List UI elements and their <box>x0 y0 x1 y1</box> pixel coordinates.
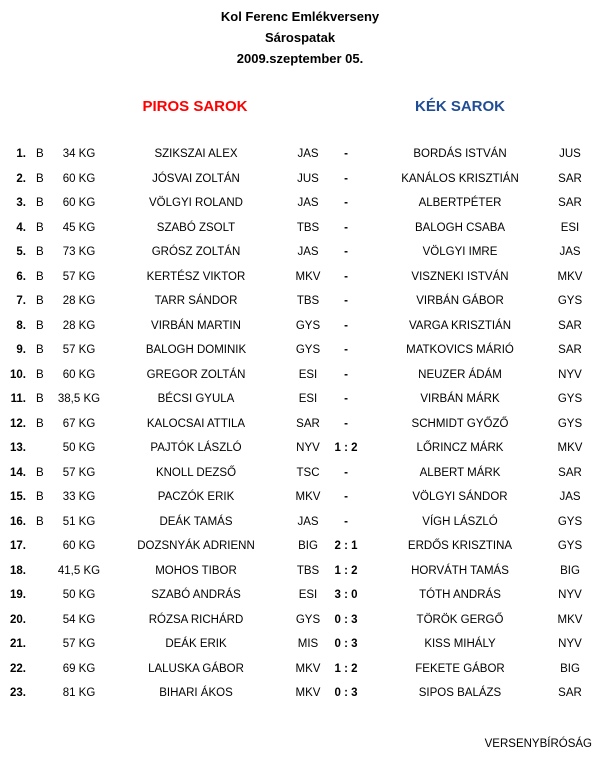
red-corner-club: GYS <box>295 319 321 332</box>
blue-corner-name: HORVÁTH TAMÁS <box>411 564 509 577</box>
red-corner-club: GYS <box>295 613 321 626</box>
red-corner-club: TBS <box>296 221 320 234</box>
blue-corner-club: JUS <box>559 148 581 160</box>
blue-corner-club: GYS <box>557 393 583 405</box>
bout-number: 2. <box>16 172 26 185</box>
red-corner-club: JUS <box>297 172 319 185</box>
red-corner-name: BÉCSI GYULA <box>157 393 235 405</box>
bout-score: - <box>344 515 348 528</box>
red-corner-club: JAS <box>297 148 319 160</box>
bout-weight: 33 KG <box>62 491 96 503</box>
bout-score: - <box>344 148 348 160</box>
blue-corner-name: LŐRINCZ MÁRK <box>416 442 504 454</box>
blue-corner-club: NYV <box>558 368 582 381</box>
document-header <box>0 6 600 69</box>
bout-category: B <box>36 172 44 185</box>
red-corner-name: GRÓSZ ZOLTÁN <box>151 246 241 258</box>
blue-corner-club: NYV <box>558 589 582 601</box>
red-corner-name: DEÁK TAMÁS <box>159 515 233 528</box>
bout-score: 0 : 3 <box>334 638 358 650</box>
bout-category: B <box>36 491 44 503</box>
blue-corner-name: VÖLGYI IMRE <box>422 246 498 258</box>
bout-category: B <box>36 148 44 160</box>
blue-corner-club: GYS <box>557 515 583 528</box>
bout-score: - <box>344 197 348 209</box>
blue-corner-name: VÍGH LÁSZLÓ <box>422 515 498 528</box>
bout-number: 7. <box>16 295 26 307</box>
red-corner-name: LALUSKA GÁBOR <box>148 662 244 675</box>
red-corner-name: BIHARI ÁKOS <box>159 687 233 699</box>
bout-weight: 50 KG <box>62 442 96 454</box>
bout-score: 1 : 2 <box>334 564 358 577</box>
blue-corner-name: ALBERTPÉTER <box>418 197 502 209</box>
red-corner-name: SZABÓ ZSOLT <box>156 221 236 234</box>
bout-score: 1 : 2 <box>334 662 358 675</box>
bout-weight: 60 KG <box>62 368 96 381</box>
table-row <box>0 265 600 290</box>
bout-number: 11. <box>10 393 26 405</box>
blue-corner-name: BALOGH CSABA <box>414 221 506 234</box>
blue-corner-club: SAR <box>558 197 582 209</box>
bout-number: 4. <box>16 221 26 234</box>
red-corner-name: MOHOS TIBOR <box>155 564 237 577</box>
bout-category: B <box>36 368 44 381</box>
red-corner-name: VIRBÁN MARTIN <box>151 319 241 332</box>
red-corner-club: MKV <box>295 270 321 283</box>
table-row <box>0 289 600 314</box>
red-corner-name: KALOCSAI ATTILA <box>146 417 246 430</box>
blue-corner-club: JAS <box>559 246 581 258</box>
bout-score: 0 : 3 <box>334 613 358 626</box>
blue-corner-name: VARGA KRISZTIÁN <box>408 319 512 332</box>
bout-weight: 28 KG <box>62 295 96 307</box>
bout-weight: 34 KG <box>62 148 96 160</box>
bout-score: 3 : 0 <box>334 589 358 601</box>
table-row <box>0 387 600 412</box>
table-row <box>0 240 600 265</box>
red-corner-name: DEÁK ERIK <box>165 638 227 650</box>
red-corner-name: KNOLL DEZSŐ <box>155 466 237 479</box>
blue-corner-name: NEUZER ÁDÁM <box>418 368 502 381</box>
red-corner-heading: PIROS SAROK <box>142 98 248 115</box>
bout-weight: 50 KG <box>62 589 96 601</box>
blue-corner-name: VISZNEKI ISTVÁN <box>411 270 509 283</box>
bout-number: 23. <box>10 687 26 699</box>
bout-category: B <box>36 344 44 356</box>
blue-corner-club: MKV <box>557 270 583 283</box>
blue-corner-heading: KÉK SAROK <box>414 98 505 115</box>
blue-corner-club: MKV <box>557 442 583 454</box>
table-row <box>0 485 600 510</box>
blue-corner-name: TÓTH ANDRÁS <box>419 589 501 601</box>
red-corner-name: BALOGH DOMINIK <box>145 344 247 356</box>
table-row <box>0 216 600 241</box>
blue-corner-club: GYS <box>557 540 583 552</box>
table-row <box>0 608 600 633</box>
red-corner-club: BIG <box>298 540 318 552</box>
blue-corner-club: JAS <box>559 491 581 503</box>
red-corner-club: MKV <box>295 491 321 503</box>
red-corner-name: VÖLGYI ROLAND <box>149 197 243 209</box>
jury-signature: VERSENYBÍRÓSÁG <box>484 738 592 750</box>
blue-corner-name: VIRBÁN MÁRK <box>420 393 500 405</box>
blue-corner-name: ALBERT MÁRK <box>419 466 501 479</box>
table-row <box>0 167 600 192</box>
red-corner-name: SZABÓ ANDRÁS <box>151 589 241 601</box>
bout-weight: 57 KG <box>62 270 96 283</box>
bout-weight: 28 KG <box>62 319 96 332</box>
table-row <box>0 191 600 216</box>
bout-weight: 81 KG <box>62 687 96 699</box>
bout-number: 22. <box>10 662 26 675</box>
table-row <box>0 681 600 706</box>
red-corner-name: RÓZSA RICHÁRD <box>148 613 244 626</box>
blue-corner-club: GYS <box>557 417 583 430</box>
event-date: 2009.szeptember 05. <box>236 51 364 66</box>
bout-category: B <box>36 270 44 283</box>
bout-category: B <box>36 197 44 209</box>
bout-category: B <box>36 417 44 430</box>
bout-weight: 57 KG <box>62 344 96 356</box>
red-corner-name: PACZÓK ERIK <box>157 491 235 503</box>
bout-weight: 60 KG <box>62 197 96 209</box>
bout-number: 8. <box>16 319 26 332</box>
bout-number: 21. <box>10 638 26 650</box>
table-row <box>0 583 600 608</box>
bout-list <box>0 142 600 706</box>
bout-score: - <box>344 417 348 430</box>
blue-corner-name: FEKETE GÁBOR <box>415 662 505 675</box>
bout-number: 12. <box>10 417 26 430</box>
bout-score: - <box>344 319 348 332</box>
bout-score: - <box>344 344 348 356</box>
blue-corner-club: SAR <box>558 319 582 332</box>
table-row <box>0 314 600 339</box>
blue-corner-club: BIG <box>560 662 580 675</box>
bout-score: - <box>344 172 348 185</box>
event-location: Sárospatak <box>264 30 336 45</box>
bout-score: - <box>344 466 348 479</box>
red-corner-club: TBS <box>296 295 320 307</box>
red-corner-club: TSC <box>296 466 320 479</box>
bout-number: 17. <box>10 540 26 552</box>
red-corner-club: JAS <box>297 197 319 209</box>
bout-score: - <box>344 221 348 234</box>
bout-weight: 57 KG <box>62 466 96 479</box>
bout-number: 19. <box>10 589 26 601</box>
bout-weight: 41,5 KG <box>57 564 101 577</box>
bout-number: 16. <box>10 515 26 528</box>
bout-weight: 45 KG <box>62 221 96 234</box>
bout-score: - <box>344 491 348 503</box>
bout-weight: 51 KG <box>62 515 96 528</box>
table-row <box>0 363 600 388</box>
table-row <box>0 534 600 559</box>
bout-weight: 60 KG <box>62 172 96 185</box>
bout-number: 3. <box>16 197 26 209</box>
bout-category: B <box>36 295 44 307</box>
blue-corner-club: GYS <box>557 295 583 307</box>
blue-corner-club: ESI <box>560 221 580 234</box>
blue-corner-club: SAR <box>558 172 582 185</box>
table-row <box>0 436 600 461</box>
bout-weight: 38,5 KG <box>57 393 101 405</box>
table-row <box>0 657 600 682</box>
red-corner-club: JAS <box>297 246 319 258</box>
bout-weight: 73 KG <box>62 246 96 258</box>
bout-category: B <box>36 515 44 528</box>
event-title: Kol Ferenc Emlékverseny <box>220 9 380 24</box>
red-corner-club: ESI <box>298 393 318 405</box>
table-row <box>0 510 600 535</box>
blue-corner-club: SAR <box>558 344 582 356</box>
table-row <box>0 461 600 486</box>
red-corner-club: GYS <box>295 344 321 356</box>
blue-corner-name: SIPOS BALÁZS <box>418 687 502 699</box>
blue-corner-club: SAR <box>558 687 582 699</box>
bout-score: - <box>344 270 348 283</box>
red-corner-name: PAJTÓK LÁSZLÓ <box>150 442 242 454</box>
blue-corner-name: KISS MIHÁLY <box>424 638 496 650</box>
blue-corner-name: MATKOVICS MÁRIÓ <box>406 344 514 356</box>
bout-category: B <box>36 319 44 332</box>
bout-score: 2 : 1 <box>334 540 358 552</box>
bout-number: 1. <box>16 148 26 160</box>
bout-weight: 54 KG <box>62 613 96 626</box>
blue-corner-name: BORDÁS ISTVÁN <box>413 148 507 160</box>
bout-score: 1 : 2 <box>334 442 358 454</box>
red-corner-club: ESI <box>298 368 318 381</box>
table-row <box>0 338 600 363</box>
table-row <box>0 412 600 437</box>
red-corner-club: ESI <box>298 589 318 601</box>
red-corner-club: SAR <box>296 417 320 430</box>
bout-weight: 67 KG <box>62 417 96 430</box>
red-corner-name: DOZSNYÁK ADRIENN <box>137 540 255 552</box>
bout-number: 10. <box>10 368 26 381</box>
bout-number: 9. <box>16 344 26 356</box>
bout-category: B <box>36 246 44 258</box>
bout-weight: 57 KG <box>62 638 96 650</box>
blue-corner-club: NYV <box>558 638 582 650</box>
blue-corner-club: BIG <box>560 564 580 577</box>
table-row <box>0 142 600 167</box>
bout-score: - <box>344 368 348 381</box>
bout-number: 20. <box>10 613 26 626</box>
bout-number: 15. <box>10 491 26 503</box>
bout-score: 0 : 3 <box>334 687 358 699</box>
red-corner-club: TBS <box>296 564 320 577</box>
red-corner-club: MIS <box>297 638 319 650</box>
red-corner-club: JAS <box>297 515 319 528</box>
bout-number: 14. <box>10 466 26 479</box>
red-corner-club: NYV <box>296 442 320 454</box>
bout-score: - <box>344 295 348 307</box>
red-corner-name: SZIKSZAI ALEX <box>154 148 238 160</box>
red-corner-name: JÓSVAI ZOLTÁN <box>152 172 240 185</box>
table-row <box>0 632 600 657</box>
blue-corner-name: VÖLGYI SÁNDOR <box>412 491 508 503</box>
bout-category: B <box>36 393 44 405</box>
blue-corner-name: TÖRÖK GERGŐ <box>416 613 504 626</box>
red-corner-club: MKV <box>295 662 321 675</box>
bout-number: 13. <box>10 442 26 454</box>
bout-number: 18. <box>10 564 26 577</box>
blue-corner-club: SAR <box>558 466 582 479</box>
bout-score: - <box>344 246 348 258</box>
blue-corner-name: KANÁLOS KRISZTIÁN <box>401 172 519 185</box>
blue-corner-name: SCHMIDT GYŐZŐ <box>411 417 509 430</box>
red-corner-name: TARR SÁNDOR <box>154 295 238 307</box>
red-corner-club: MKV <box>295 687 321 699</box>
blue-corner-club: MKV <box>557 613 583 626</box>
bout-number: 5. <box>16 246 26 258</box>
red-corner-name: GREGOR ZOLTÁN <box>146 368 246 381</box>
bout-category: B <box>36 221 44 234</box>
bout-category: B <box>36 466 44 479</box>
blue-corner-name: ERDŐS KRISZTINA <box>407 540 513 552</box>
bout-number: 6. <box>16 270 26 283</box>
table-row <box>0 559 600 584</box>
bout-score: - <box>344 393 348 405</box>
bout-weight: 60 KG <box>62 540 96 552</box>
blue-corner-name: VIRBÁN GÁBOR <box>416 295 504 307</box>
red-corner-name: KERTÉSZ VIKTOR <box>146 270 246 283</box>
bout-weight: 69 KG <box>62 662 96 675</box>
